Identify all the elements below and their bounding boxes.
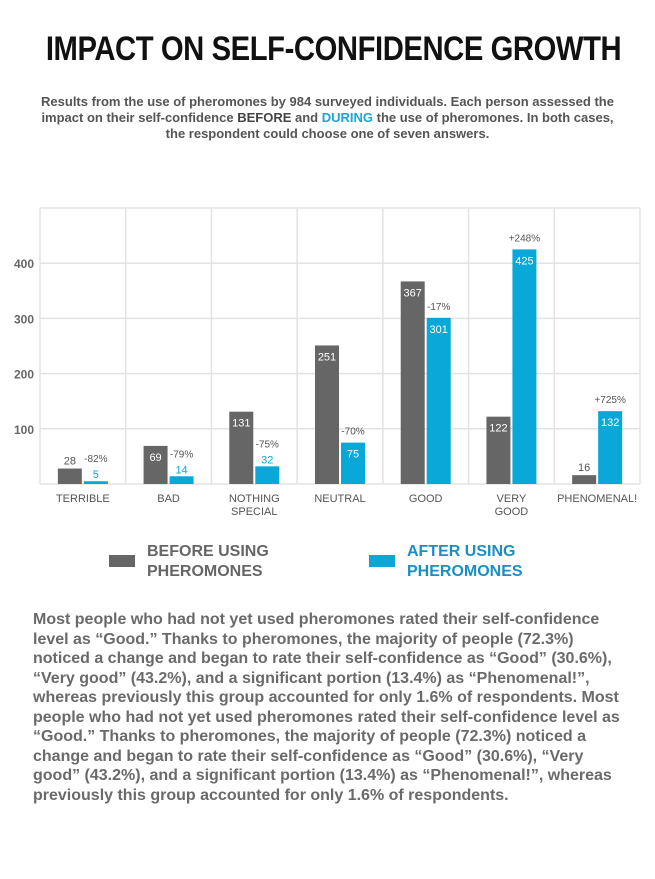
y-tick-label: 100 bbox=[13, 422, 34, 437]
y-tick-label: 200 bbox=[13, 367, 34, 382]
category-label bbox=[56, 493, 110, 505]
value-label-before: 69 bbox=[149, 451, 162, 464]
bar-after bbox=[512, 249, 536, 484]
bar-after bbox=[427, 318, 451, 484]
subtitle-part-3: the use of pheromones. In both cases, the respondent could choose one of seven answers. bbox=[165, 110, 614, 141]
category-label-line: VERY bbox=[496, 493, 527, 505]
category-label-line: SPECIAL bbox=[231, 506, 278, 518]
bar-after bbox=[84, 481, 108, 484]
x-axis bbox=[56, 493, 637, 518]
category-label bbox=[229, 493, 280, 518]
y-axis bbox=[14, 257, 34, 437]
category-label-line: NEUTRAL bbox=[314, 493, 366, 505]
chart-subtitle bbox=[30, 94, 625, 142]
change-label: -75% bbox=[255, 439, 279, 451]
category-label-line: GOOD bbox=[494, 506, 529, 518]
category-label bbox=[314, 493, 365, 505]
change-label: -79% bbox=[169, 449, 194, 461]
category-label bbox=[557, 493, 637, 505]
description-text: Most people who had not yet used pheromones rated their self-confidence level as “Good.” Thanks to pheromones, the majority of people (72.3%) noticed a change and began to rate their self-confidence as “Good” (30.6%), “Very good” (43.2%), and a significant portion (13.4%) as “Phenomenal!”, whereas previously this group accounted for only 1.6% of respondents. Most people who had not yet used pheromones rated their self-confidence level as “Good.” Thanks to pheromones, the majority of people (72.3%) noticed a change and began to rate their self-confidence as “Good” (30.6%), “Very good” (43.2%), and a significant portion (13.4%) as “Phenomenal!”, whereas previously this group accounted for only 1.6% of respondents. bbox=[33, 611, 620, 804]
category-label bbox=[157, 493, 180, 505]
value-label-before: 122 bbox=[489, 422, 508, 435]
change-label: -17% bbox=[427, 301, 451, 313]
change-label: +725% bbox=[594, 395, 626, 407]
bars bbox=[58, 249, 622, 484]
legend-label-before: BEFORE USING PHEROMONES bbox=[147, 543, 269, 580]
category-label bbox=[409, 493, 443, 505]
grid-lines bbox=[40, 208, 640, 484]
subtitle-part-1: Results from the use of pheromones by 984 surveyed individuals. Each person assessed the impact on their self-confidence bbox=[41, 94, 614, 125]
value-label-before: 28 bbox=[63, 455, 76, 468]
category-label-line: GOOD bbox=[408, 493, 443, 505]
value-label-after: 32 bbox=[261, 454, 274, 467]
bar-after bbox=[255, 466, 279, 484]
value-label-after: 301 bbox=[429, 323, 448, 336]
bar-before bbox=[315, 345, 339, 484]
y-tick-label: 300 bbox=[13, 312, 34, 327]
value-label-after: 5 bbox=[92, 469, 99, 482]
bar-chart bbox=[0, 195, 655, 525]
bar-before bbox=[572, 475, 596, 484]
value-label-before: 251 bbox=[317, 351, 337, 364]
chart-title: IMPACT ON SELF-CONFIDENCE GROWTH bbox=[45, 30, 622, 68]
legend-swatch-before bbox=[109, 555, 135, 567]
category-label-line: BAD bbox=[157, 493, 180, 505]
legend-label-after: AFTER USING PHEROMONES bbox=[407, 543, 523, 580]
bar-before bbox=[58, 469, 82, 484]
value-label-after: 75 bbox=[346, 448, 360, 461]
change-label: -82% bbox=[84, 454, 108, 466]
category-label-line: TERRIBLE bbox=[55, 493, 110, 505]
subtitle-before-word: BEFORE bbox=[237, 110, 292, 125]
subtitle-part-2: and bbox=[291, 110, 322, 125]
value-label-before: 367 bbox=[403, 287, 422, 300]
value-label-before: 16 bbox=[578, 462, 591, 475]
change-label: +248% bbox=[508, 233, 541, 245]
value-label-after: 14 bbox=[175, 464, 188, 477]
legend-swatch-after bbox=[369, 555, 395, 567]
bar-before bbox=[401, 281, 425, 484]
subtitle-during-word: DURING bbox=[321, 110, 373, 125]
value-label-after: 132 bbox=[600, 417, 620, 430]
y-tick-label: 400 bbox=[13, 257, 34, 272]
category-label-line: PHENOMENAL! bbox=[557, 493, 638, 505]
change-label: -70% bbox=[341, 426, 365, 438]
value-label-before: 131 bbox=[232, 417, 251, 430]
category-label-line: NOTHING bbox=[228, 493, 280, 505]
bar-after bbox=[170, 476, 194, 484]
category-label bbox=[495, 493, 529, 518]
value-label-after: 425 bbox=[515, 255, 534, 268]
